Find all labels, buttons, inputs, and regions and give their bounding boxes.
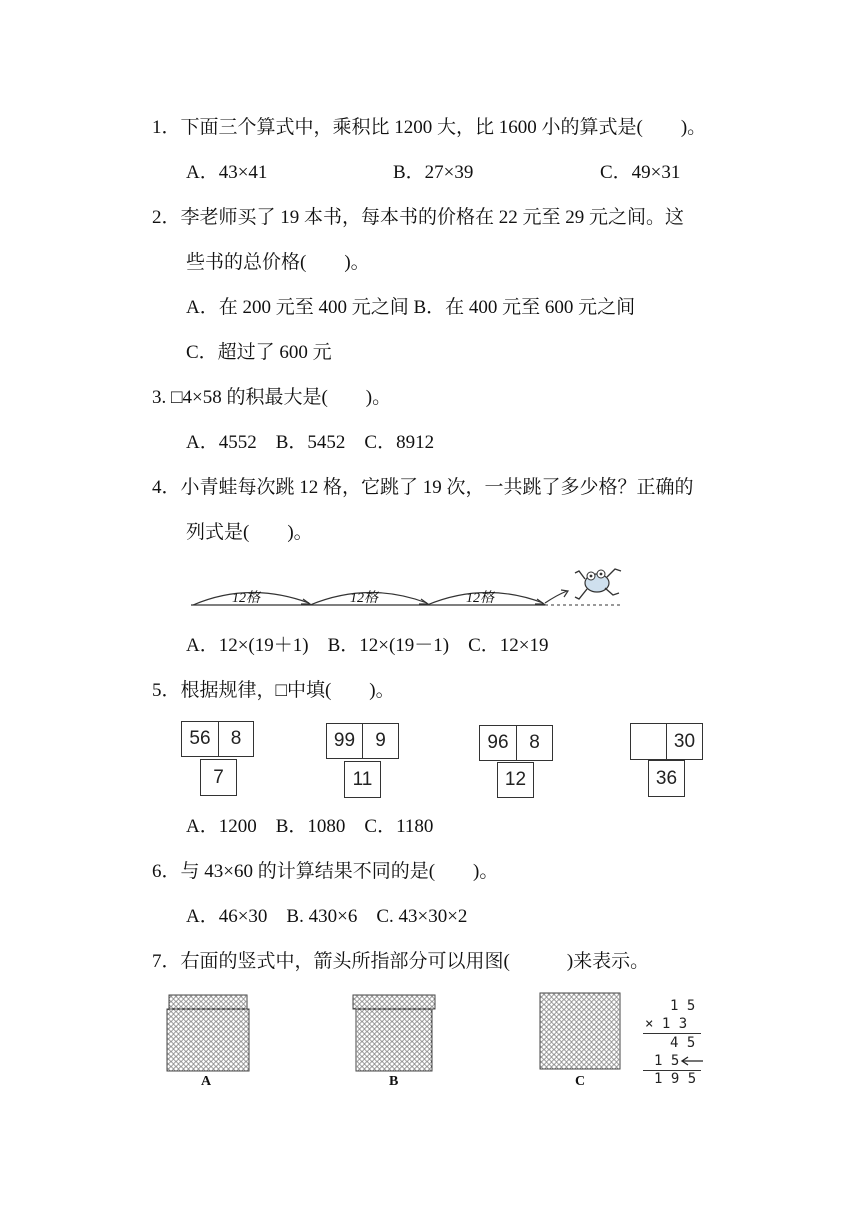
vertical-row-1: 1 5 xyxy=(670,998,696,1014)
figure-b-label: B xyxy=(389,1074,399,1089)
vertical-row-3: 4 5 xyxy=(670,1035,696,1051)
q1-option-b: B．27×39 xyxy=(393,162,474,183)
q4-stem-line2: 列式是( )。 xyxy=(186,522,313,543)
pattern-box-2-bottom: 11 xyxy=(344,761,381,798)
q3-stem: 3. □4×58 的积最大是( )。 xyxy=(152,387,392,408)
q6-stem: 6．与 43×60 的计算结果不同的是( )。 xyxy=(152,861,499,882)
q2-option-line2: C．超过了 600 元 xyxy=(186,342,332,363)
q2-stem-line1: 2．李老师买了 19 本书，每本书的价格在 22 元至 29 元之间。这 xyxy=(152,207,685,228)
q7-stem: 7．右面的竖式中，箭头所指部分可以用图( )来表示。 xyxy=(152,951,650,972)
pattern-box-1-right: 8 xyxy=(218,721,254,757)
figure-c-label: C xyxy=(575,1074,586,1089)
pattern-box-4-left-blank xyxy=(630,723,667,760)
q3-options: A．4552 B．5452 C．8912 xyxy=(186,432,435,453)
figure-a-dot-grid xyxy=(166,994,250,1072)
pattern-box-2-left: 99 xyxy=(326,723,363,759)
jump-label-3: 12格 xyxy=(466,591,494,606)
vertical-row-4: 1 5 xyxy=(654,1053,680,1069)
pattern-box-3-right: 8 xyxy=(516,725,553,761)
jump-label-2: 12格 xyxy=(350,591,378,606)
jump-label-1: 12格 xyxy=(232,591,260,606)
q2-option-line1: A．在 200 元至 400 元之间 B．在 400 元至 600 元之间 xyxy=(186,297,636,318)
figure-a-label: A xyxy=(201,1074,212,1089)
pattern-box-4-right: 30 xyxy=(666,723,703,760)
pattern-box-3-bottom: 12 xyxy=(497,762,534,798)
figure-c-dot-grid xyxy=(539,992,621,1070)
q2-stem-line2: 些书的总价格( )。 xyxy=(186,252,370,273)
q1-stem: 1．下面三个算式中，乘积比 1200 大，比 1600 小的算式是( )。 xyxy=(152,117,707,138)
vertical-row-2: × 1 3 xyxy=(645,1016,688,1032)
pattern-box-4-bottom: 36 xyxy=(648,760,685,797)
q5-options: A．1200 B．1080 C．1180 xyxy=(186,816,434,837)
figure-b-dot-grid xyxy=(352,994,436,1072)
q1-option-a: A．43×41 xyxy=(186,162,268,183)
vertical-row-5: 1 9 5 xyxy=(654,1071,697,1087)
q6-options: A．46×30 B. 430×6 C. 43×30×2 xyxy=(186,906,468,927)
left-arrow-icon xyxy=(680,1055,704,1067)
pattern-box-2-right: 9 xyxy=(362,723,399,759)
q4-options: A．12×(19＋1) B．12×(19－1) C．12×19 xyxy=(186,635,549,656)
frog-icon xyxy=(575,569,621,599)
q4-stem-line1: 4．小青蛙每次跳 12 格，它跳了 19 次，一共跳了多少格？正确的 xyxy=(152,477,694,498)
q1-option-c: C．49×31 xyxy=(600,162,681,183)
vertical-line-1 xyxy=(643,1033,701,1034)
q5-stem: 5．根据规律，□中填( )。 xyxy=(152,680,395,701)
pattern-box-1-left: 56 xyxy=(181,721,219,757)
pattern-box-3-left: 96 xyxy=(479,725,517,761)
pattern-box-1-bottom: 7 xyxy=(200,759,237,796)
